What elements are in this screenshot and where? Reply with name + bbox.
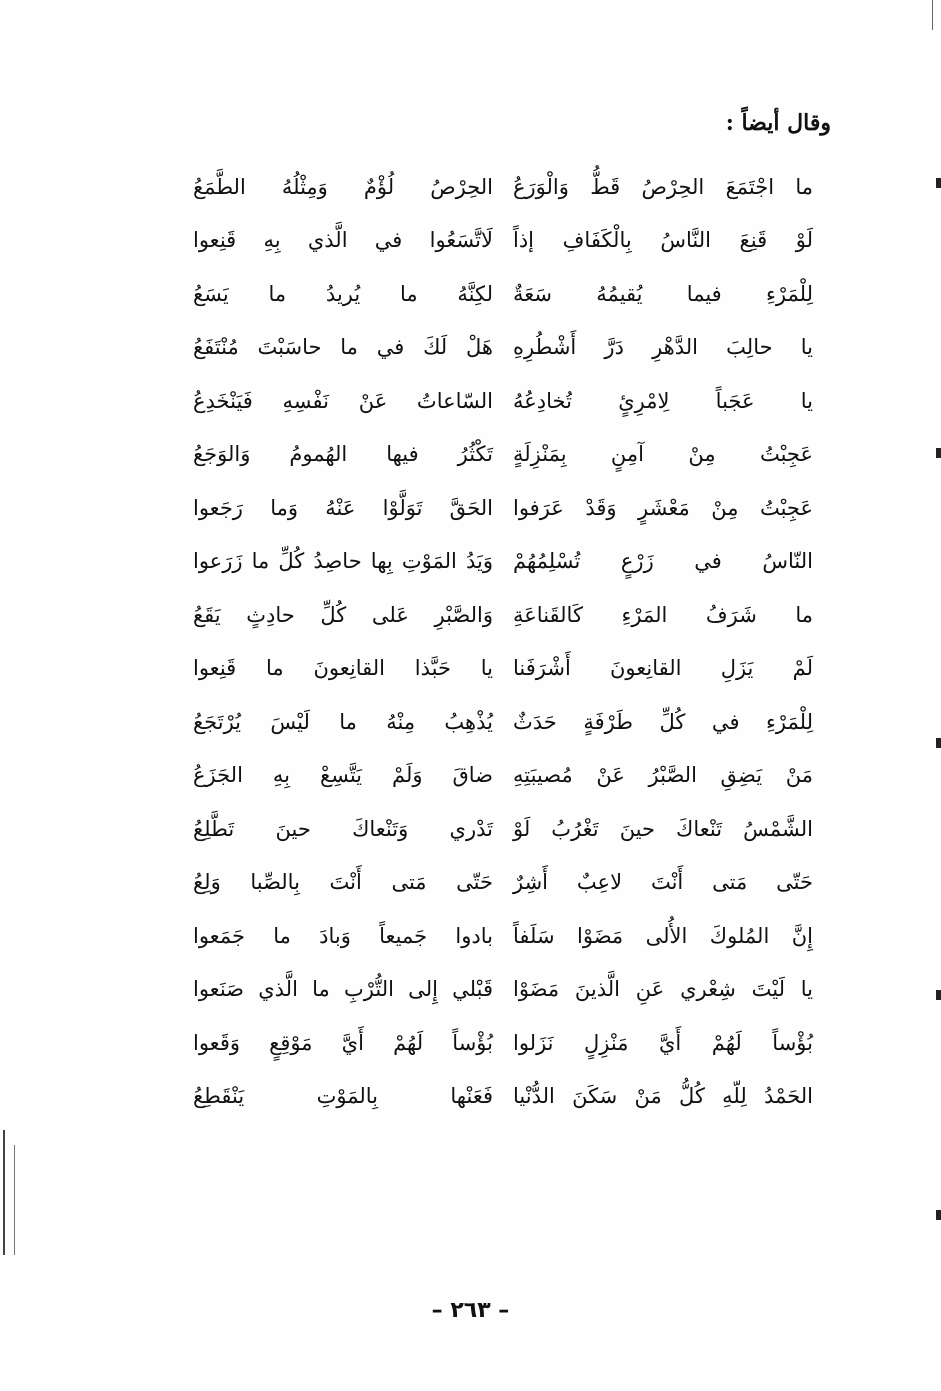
verse-first-hemistich: عَجِبْتُ مِنْ مَعْشَرٍ وَقَدْ عَرَفوا: [513, 495, 813, 520]
verse-line: [193, 749, 813, 803]
verse-second-hemistich: فَعَنْها بِالمَوْتِ يَنْقَطِعُ: [193, 1084, 493, 1109]
verse-first-hemistich: إِنَّ المُلوكَ الأُلى مَضَوْا سَلَفاً: [513, 923, 813, 948]
verse-first-hemistich: لَوْ قَنِعَ النَّاسُ بِالْكَفَافِ إذاً: [513, 228, 813, 253]
verse-second-hemistich: يا حَبَّذا القانِعونَ ما قَنِعوا: [193, 656, 493, 681]
verse-line: [193, 642, 813, 696]
verse-second-hemistich: يُذْهِبُ مِنْهُ ما لَيْسَ يُرْتَجَعُ: [193, 709, 493, 734]
verse-line: [193, 909, 813, 963]
margin-mark: [936, 1210, 941, 1220]
verse-line: [193, 428, 813, 482]
verse-second-hemistich: وَالصَّبْرِ عَلى كُلِّ حادِثٍ يَقَعُ: [193, 602, 493, 627]
verse-line: [193, 695, 813, 749]
verse-second-hemistich: تَدْري وَتَنْعاكَ حينَ تَطَّلِعُ: [193, 816, 493, 841]
section-heading: وقال أيضاً :: [725, 110, 831, 136]
verse-second-hemistich: لَاتَّسَعُوا في الَّذي بِهِ قَنِعوا: [193, 228, 493, 253]
verse-second-hemistich: قَبْلي إِلى التُّرْبِ ما الَّذي صَنَعوا: [193, 977, 493, 1002]
verse-first-hemistich: حَتّى مَتى أَنْتَ لاعِبٌ أَشِرٌ: [513, 870, 813, 895]
verse-first-hemistich: بُؤْساً لَهُمْ أَيَّ مَنْزِلٍ نَزَلوا: [513, 1030, 813, 1055]
verse-second-hemistich: تَكْثُرُ فيها الهُمومُ وَالوَجَعُ: [193, 442, 493, 467]
verse-second-hemistich: لكِنَّهُ ما يُريدُ ما يَسَعُ: [193, 281, 493, 306]
verse-second-hemistich: ضاقَ وَلَمْ يَتَّسِعْ بِهِ الجَزَعُ: [193, 763, 493, 788]
verse-line: [193, 802, 813, 856]
margin-mark: [936, 990, 941, 1000]
verse-second-hemistich: الحَقَّ تَوَلَّوْا عَنْهُ وَما رَجَعوا: [193, 495, 493, 520]
scan-margin-rule: [3, 1130, 5, 1255]
margin-mark: [936, 448, 941, 458]
scan-edge-line: [932, 0, 933, 30]
verse-first-hemistich: النّاسُ في زَرْعٍ تُسْلِمُهُمْ: [513, 549, 813, 574]
verse-line: [193, 963, 813, 1017]
verse-first-hemistich: عَجِبْتُ مِنْ آمِنٍ بِمَنْزِلَةٍ: [513, 442, 813, 467]
margin-mark: [936, 178, 941, 188]
verse-line: [193, 321, 813, 375]
verse-second-hemistich: حَتّى مَتى أَنْتَ بِالصِّبا وَلِعُ: [193, 870, 493, 895]
verse-first-hemistich: لَمْ يَزَلِ القانِعونَ أَشْرَفَنا: [513, 656, 813, 681]
poem-body: [193, 160, 813, 1123]
verse-first-hemistich: ما شَرَفُ المَرْءِ كَالقَناعَةِ: [513, 602, 813, 627]
verse-line: [193, 535, 813, 589]
verse-first-hemistich: الشَّمْسُ تَنْعاكَ حينَ تَغْرُبُ لَوْ: [513, 816, 813, 841]
verse-line: [193, 481, 813, 535]
verse-second-hemistich: بُؤْساً لَهُمْ أَيَّ مَوْقِعٍ وَقَعوا: [193, 1030, 493, 1055]
margin-mark: [936, 738, 941, 748]
verse-line: [193, 267, 813, 321]
verse-line: [193, 1016, 813, 1070]
verse-first-hemistich: يا عَجَباً لِامْرِئٍ تُخادِعُهُ: [513, 388, 813, 413]
verse-line: [193, 160, 813, 214]
verse-second-hemistich: هَلْ لَكَ في ما حاسَبْتَ مُنْتَفَعُ: [193, 335, 493, 360]
verse-line: [193, 588, 813, 642]
verse-line: [193, 856, 813, 910]
verse-first-hemistich: يا لَيْتَ شِعْري عَنِ الَّذينَ مَضَوْا: [513, 977, 813, 1002]
scan-margin-rule: [14, 1145, 15, 1255]
page-number: – ٢٦٣ –: [431, 1298, 510, 1323]
verse-second-hemistich: الحِرْصُ لُؤْمٌ وَمِثْلُهُ الطَّمَعُ: [193, 174, 493, 199]
verse-first-hemistich: لِلْمَرْءِ فيما يُقيمُهُ سَعَةٌ: [513, 281, 813, 306]
verse-first-hemistich: يا حالِبَ الدَّهْرِ دَرَّ أَشْطُرِهِ: [513, 335, 813, 360]
verse-second-hemistich: السّاعاتُ عَنْ نَفْسِهِ فَيَنْخَدِعُ: [193, 388, 493, 413]
verse-line: [193, 1070, 813, 1124]
verse-second-hemistich: وَيَدُ المَوْتِ بِها حاصِدُ كُلِّ ما زَرَعوا: [193, 549, 493, 574]
verse-first-hemistich: مَنْ يَضِقِ الصَّبْرُ عَنْ مُصيبَتِهِ: [513, 763, 813, 788]
verse-first-hemistich: ما اجْتَمَعَ الحِرْصُ قَطُّ وَالْوَرَعُ: [513, 174, 813, 199]
verse-first-hemistich: لِلْمَرْءِ في كُلِّ طَرْفَةٍ حَدَثٌ: [513, 709, 813, 734]
verse-line: [193, 374, 813, 428]
verse-second-hemistich: بادوا جَميعاً وَبادَ ما جَمَعوا: [193, 923, 493, 948]
verse-first-hemistich: الحَمْدُ لِلّهِ كُلُّ مَنْ سَكَنَ الدُّنْيا: [513, 1084, 813, 1109]
verse-line: [193, 214, 813, 268]
